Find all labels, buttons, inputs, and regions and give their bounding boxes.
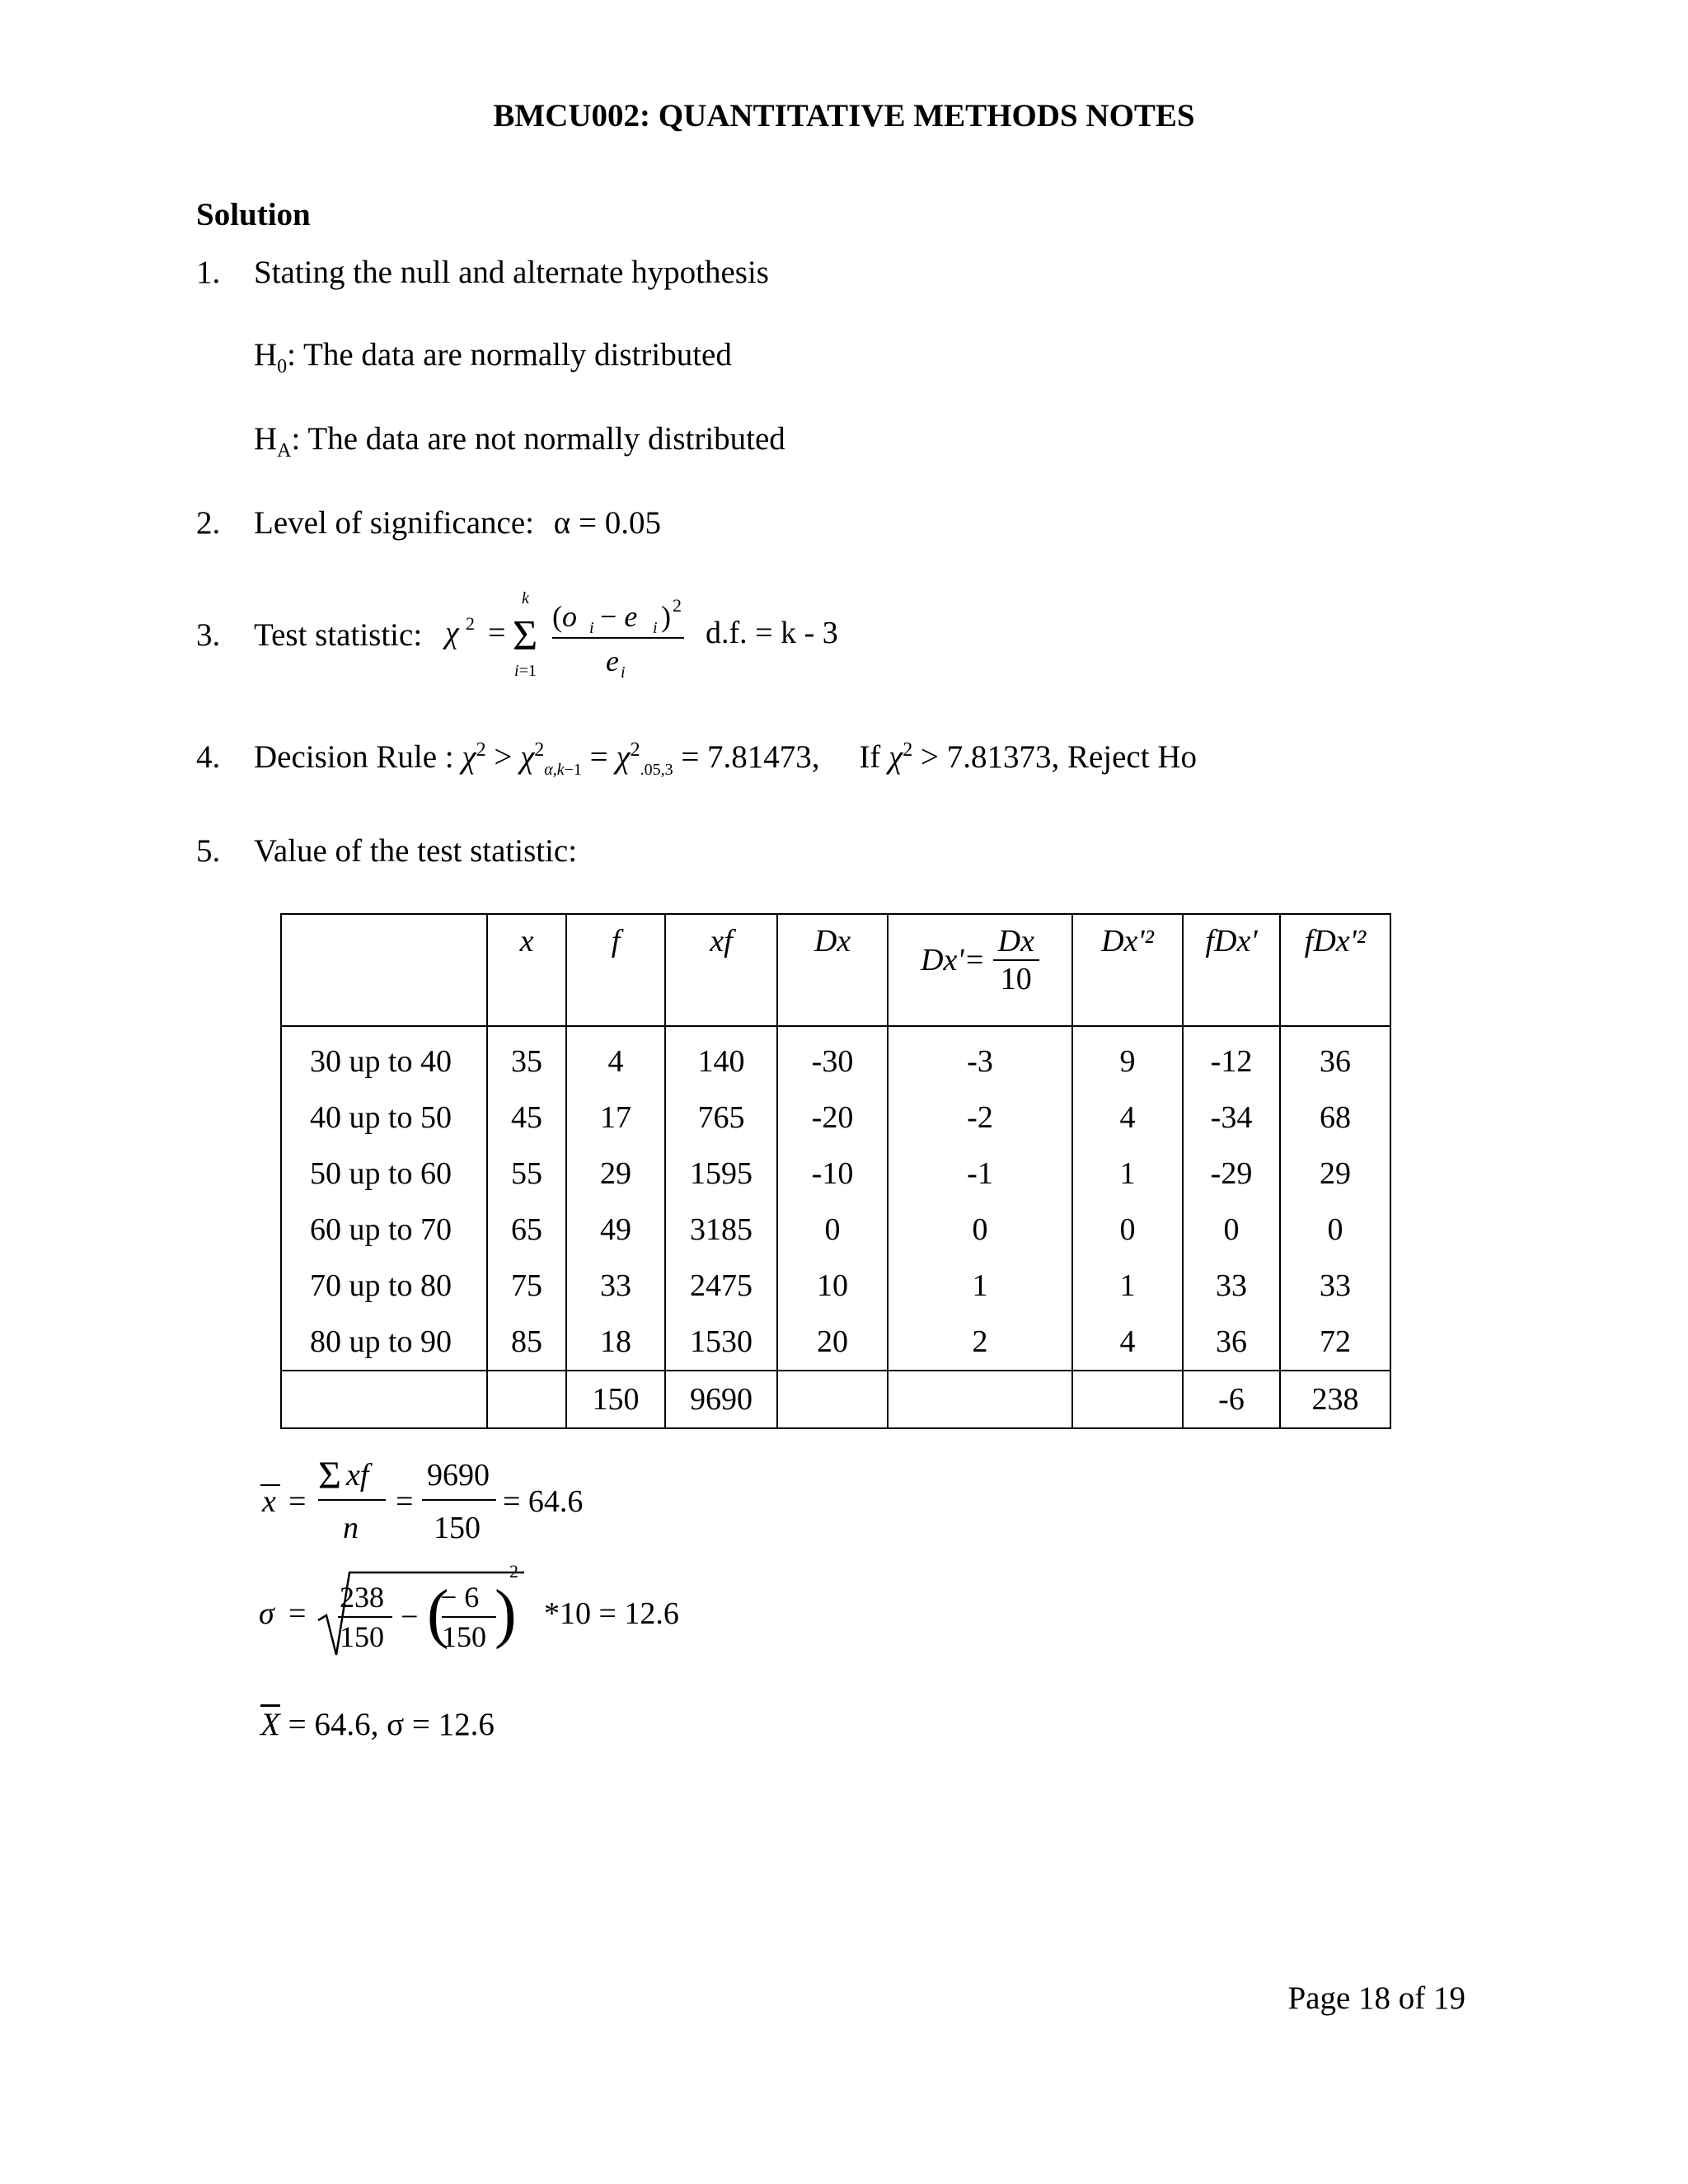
table-cell: 68 bbox=[1280, 1090, 1390, 1146]
sd-b: 150 bbox=[340, 1620, 384, 1653]
svg-text:i: i bbox=[653, 619, 658, 637]
mean-numerator: 9690 bbox=[427, 1458, 490, 1493]
svg-text:x: x bbox=[262, 1484, 276, 1519]
table-row bbox=[281, 1314, 1390, 1371]
table-cell: 72 bbox=[1280, 1314, 1390, 1371]
table-cell: 36 bbox=[1183, 1314, 1280, 1371]
table-cell: 20 bbox=[777, 1314, 888, 1371]
table-cell: 1 bbox=[1072, 1146, 1183, 1202]
page-title: BMCU002: QUANTITATIVE METHODS NOTES bbox=[493, 98, 1195, 134]
table-cell: 1 bbox=[1072, 1258, 1183, 1314]
table-row bbox=[281, 1202, 1390, 1258]
table-cell: 35 bbox=[487, 1026, 566, 1090]
table-cell: 30 up to 40 bbox=[281, 1026, 487, 1090]
table-cell: -3 bbox=[888, 1026, 1072, 1090]
sd-result: *10 = 12.6 bbox=[544, 1596, 679, 1631]
table-header-row bbox=[281, 914, 1390, 1026]
table-cell: -2 bbox=[888, 1090, 1072, 1146]
step-4-text: Decision Rule : bbox=[254, 739, 454, 775]
svg-text:i: i bbox=[621, 663, 626, 682]
table-cell: 49 bbox=[566, 1202, 665, 1258]
svg-text:χ: χ bbox=[445, 616, 459, 650]
svg-text:(o: (o bbox=[552, 600, 577, 633]
sd-formula bbox=[247, 1549, 709, 1673]
svg-text:=: = bbox=[488, 616, 506, 650]
table-cell: 10 bbox=[777, 1258, 888, 1314]
table-row bbox=[281, 1258, 1390, 1314]
table-cell: 40 up to 50 bbox=[281, 1090, 487, 1146]
svg-text:i: i bbox=[589, 619, 594, 637]
table-cell: 1595 bbox=[665, 1146, 777, 1202]
svg-text:): ) bbox=[495, 1577, 517, 1650]
table-cell: 238 bbox=[1280, 1371, 1390, 1428]
table-cell: 0 bbox=[1072, 1202, 1183, 1258]
table-cell: 85 bbox=[487, 1314, 566, 1371]
svg-text:=: = bbox=[288, 1484, 307, 1519]
svg-text:i=1: i=1 bbox=[514, 662, 537, 680]
sd-a: 238 bbox=[340, 1581, 384, 1614]
table-cell: 2 bbox=[888, 1314, 1072, 1371]
table-cell: 70 up to 80 bbox=[281, 1258, 487, 1314]
table-cell: -20 bbox=[777, 1090, 888, 1146]
step-1-text: Stating the null and alternate hypothesis bbox=[254, 255, 769, 290]
table-cell: 0 bbox=[1183, 1202, 1280, 1258]
step-2-line bbox=[254, 504, 661, 541]
header-fdx-prime-squared: fDx'² bbox=[1280, 914, 1390, 1026]
header-xf: xf bbox=[665, 914, 777, 1026]
header-dx: Dx bbox=[777, 914, 888, 1026]
chi-square-formula bbox=[437, 587, 865, 686]
sd-d: 150 bbox=[442, 1620, 486, 1653]
step-3-number: 3. bbox=[196, 617, 221, 653]
svg-text:Σ: Σ bbox=[513, 612, 538, 659]
svg-text:xf: xf bbox=[346, 1458, 369, 1493]
step-4-number: 4. bbox=[196, 739, 221, 775]
mean-result: = 64.6 bbox=[503, 1484, 584, 1519]
table-cell: 80 up to 90 bbox=[281, 1314, 487, 1371]
table-cell: 29 bbox=[1280, 1146, 1390, 1202]
svg-text:(: ( bbox=[427, 1577, 449, 1650]
table-cell: 140 bbox=[665, 1026, 777, 1090]
step-4-line: Decision Rule : $\chi^2 > \chi^2_{\alpha,k-1} = \chi^2_{.05,3} = 7.81473$, If $\chi^2 > 7.81373$, Reject Ho bbox=[254, 739, 1197, 779]
table-cell: 17 bbox=[566, 1090, 665, 1146]
step-5-text: Value of the test statistic: bbox=[254, 833, 578, 869]
table-cell: -34 bbox=[1183, 1090, 1280, 1146]
header-f: f bbox=[566, 914, 665, 1026]
table-cell: 2475 bbox=[665, 1258, 777, 1314]
table-cell: 4 bbox=[566, 1026, 665, 1090]
table-cell: 75 bbox=[487, 1258, 566, 1314]
svg-text:2: 2 bbox=[673, 595, 682, 616]
table-cell: 33 bbox=[1183, 1258, 1280, 1314]
null-hypothesis: $H_0$: The data are normally distributed bbox=[254, 337, 732, 377]
table-cell bbox=[281, 1371, 487, 1428]
table-cell: 29 bbox=[566, 1146, 665, 1202]
table-cell: 9690 bbox=[665, 1371, 777, 1428]
table-cell: 4 bbox=[1072, 1314, 1183, 1371]
step-5-number: 5. bbox=[196, 833, 221, 869]
table-cell: 9 bbox=[1072, 1026, 1183, 1090]
alternate-hypothesis: $H_A$: The data are not normally distributed bbox=[254, 421, 785, 462]
table-cell: 1 bbox=[888, 1258, 1072, 1314]
table-cell: -30 bbox=[777, 1026, 888, 1090]
svg-text:σ: σ bbox=[259, 1596, 274, 1631]
mean-denominator: 150 bbox=[434, 1511, 481, 1545]
table-cell: 36 bbox=[1280, 1026, 1390, 1090]
table-cell: -10 bbox=[777, 1146, 888, 1202]
table-cell: 60 up to 70 bbox=[281, 1202, 487, 1258]
table-row bbox=[281, 1026, 1390, 1090]
header-fdx-prime: fDx' bbox=[1183, 914, 1280, 1026]
header-dx-prime-squared: Dx'² bbox=[1072, 914, 1183, 1026]
reject-rule: > 7.81373, Reject Ho bbox=[920, 739, 1197, 775]
table-cell: 4 bbox=[1072, 1090, 1183, 1146]
alpha-value: α = 0.05 bbox=[553, 505, 661, 541]
table-cell bbox=[1072, 1371, 1183, 1428]
summary-line: $\overline{X} = 64.6$, σ = 12.6 bbox=[260, 1707, 495, 1742]
table-cell: -12 bbox=[1183, 1026, 1280, 1090]
table-row bbox=[281, 1090, 1390, 1146]
table-cell: 33 bbox=[566, 1258, 665, 1314]
header-x: x bbox=[487, 914, 566, 1026]
step-1-number: 1. bbox=[196, 255, 221, 290]
table-cell: -29 bbox=[1183, 1146, 1280, 1202]
table-cell: 0 bbox=[1280, 1202, 1390, 1258]
svg-text:− e: − e bbox=[600, 600, 638, 633]
table-cell: 33 bbox=[1280, 1258, 1390, 1314]
header-dx-prime: Dx'= $\frac{Dx}{10}$ bbox=[888, 914, 1072, 1026]
table-cell: -6 bbox=[1183, 1371, 1280, 1428]
svg-text:k: k bbox=[522, 589, 529, 607]
svg-text:2: 2 bbox=[466, 613, 475, 634]
step-2-text: Level of significance: bbox=[254, 505, 535, 541]
svg-text:2: 2 bbox=[509, 1561, 518, 1582]
table-cell: 0 bbox=[777, 1202, 888, 1258]
table-cell: 50 up to 60 bbox=[281, 1146, 487, 1202]
page-number: Page 18 of 19 bbox=[1287, 1980, 1465, 2016]
table-cell: 765 bbox=[665, 1090, 777, 1146]
table-cell bbox=[487, 1371, 566, 1428]
step-3-text: Test statistic: bbox=[254, 617, 423, 653]
table-cell: 55 bbox=[487, 1146, 566, 1202]
table-cell bbox=[777, 1371, 888, 1428]
table-cell: 1530 bbox=[665, 1314, 777, 1371]
svg-text:): ) bbox=[661, 600, 671, 633]
degrees-of-freedom: d.f. = k - 3 bbox=[706, 616, 838, 650]
svg-text:Σ: Σ bbox=[318, 1454, 341, 1497]
svg-text:−: − bbox=[401, 1600, 419, 1634]
table-cell: 18 bbox=[566, 1314, 665, 1371]
svg-text:e: e bbox=[606, 644, 619, 677]
table-cell: 65 bbox=[487, 1202, 566, 1258]
header-class bbox=[281, 914, 487, 1026]
table-cell: 150 bbox=[566, 1371, 665, 1428]
table-cell: 3185 bbox=[665, 1202, 777, 1258]
svg-text:=: = bbox=[288, 1596, 307, 1631]
frequency-table bbox=[280, 913, 1391, 1429]
table-cell: 45 bbox=[487, 1090, 566, 1146]
svg-text:=: = bbox=[396, 1484, 414, 1519]
table-cell: 0 bbox=[888, 1202, 1072, 1258]
table-totals-row bbox=[281, 1371, 1390, 1428]
solution-heading: Solution bbox=[196, 197, 311, 232]
table-cell bbox=[888, 1371, 1072, 1428]
table-cell: -1 bbox=[888, 1146, 1072, 1202]
table-row bbox=[281, 1146, 1390, 1202]
step-2-number: 2. bbox=[196, 505, 221, 541]
critical-value: = 7.81473, bbox=[681, 739, 820, 775]
svg-text:n: n bbox=[343, 1511, 359, 1545]
sd-c: − 6 bbox=[440, 1581, 480, 1614]
